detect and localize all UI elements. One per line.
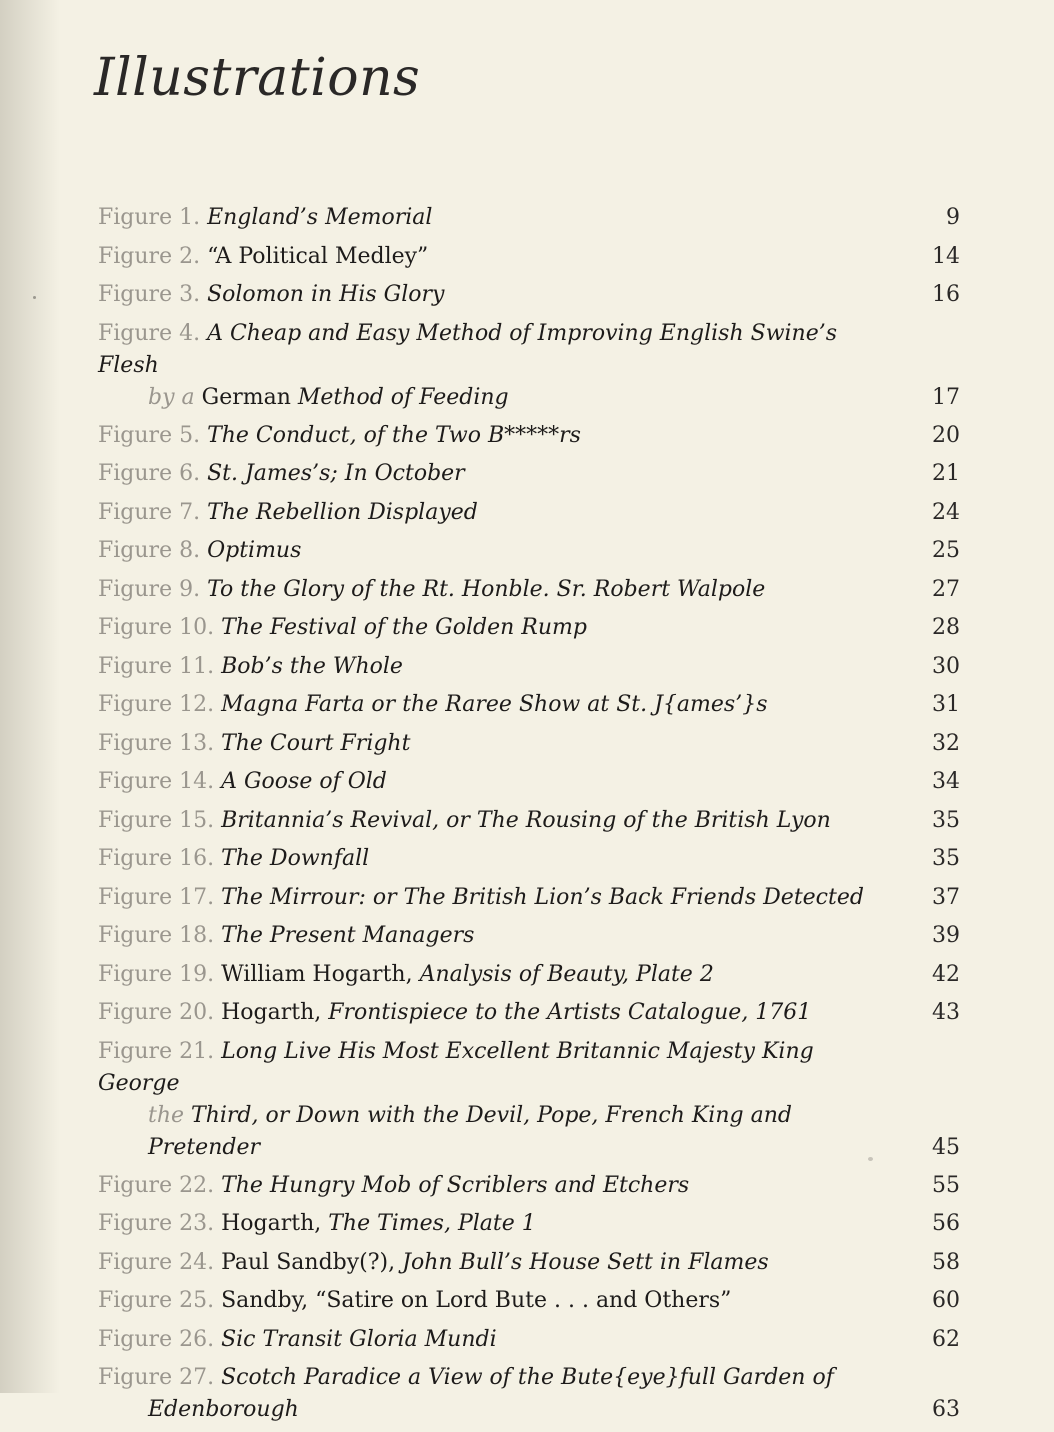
figure-entry-text [98,420,898,452]
figure-entry-text [98,241,898,273]
figure-entry-text [98,651,898,683]
figure-entry [98,805,960,837]
page-number: 25 [932,538,960,563]
figure-entry-text [98,997,898,1029]
page-number: 42 [932,961,960,987]
page-number: 9 [946,205,960,230]
page-number: 14 [932,243,960,269]
figure-entry-text [98,202,898,234]
figure-entry-text [98,843,898,875]
page-number: 35 [932,846,960,871]
page-number: 24 [932,499,960,525]
figure-label: Figure 25. [98,1288,215,1313]
figure-title: The Mirrour: or The British Lion’s Back Friends Detected [221,884,864,910]
figure-entry [98,1170,960,1202]
figure-label: Figure 21. [98,1038,215,1064]
figure-entry [98,843,960,875]
page-number: 63 [932,1397,960,1422]
figure-entry [98,689,960,721]
figure-label: Figure 14. [98,769,215,794]
figure-label: Figure 3. [98,282,201,307]
figure-title-continuation [98,1100,898,1164]
figure-entry-text [98,882,898,914]
figure-label: Figure 4. [98,320,201,346]
figure-credit: Paul Sandby(?), [221,1249,396,1275]
figure-entry [98,420,960,452]
figure-title: Optimus [207,538,302,563]
figure-entry-text [98,497,898,529]
figure-title: St. James’s; In October [207,461,465,486]
figure-entry [98,458,960,490]
figure-entry-text [98,535,898,567]
figure-label: Figure 19. [98,961,215,987]
page-number: 55 [932,1172,960,1198]
page-number: 56 [932,1211,960,1236]
page-number: 35 [932,807,960,833]
figure-entry-text [98,612,898,644]
figure-label: Figure 8. [98,538,201,563]
figure-entry [98,1247,960,1279]
figure-title: The Rebellion Displayed [207,499,478,525]
figure-entry-text [98,920,898,952]
page-number: 45 [932,1134,960,1160]
figure-title: Britannia’s Revival, or The Rousing of the British Lyon [221,807,831,833]
figure-entry-text [98,689,898,721]
figure-entry [98,766,960,798]
figure-entry-text [98,1208,898,1240]
page-number: 60 [932,1288,960,1313]
figure-list [98,202,960,1432]
figure-entry-text [98,458,898,490]
figure-title: The Conduct, of the Two B*****rs [207,422,581,448]
figure-label: Figure 9. [98,576,201,602]
figure-credit: Hogarth, [221,1211,322,1236]
figure-entry-text [98,1324,898,1356]
continuation-title: Third, or Down with the Devil, Pope, French King and Pretender [148,1102,792,1160]
figure-label: Figure 1. [98,205,201,230]
page-number: 16 [932,282,960,307]
page-number: 28 [932,615,960,640]
figure-label: Figure 12. [98,692,215,717]
figure-label: Figure 22. [98,1172,215,1198]
page-number: 20 [932,422,960,448]
figure-label: Figure 23. [98,1211,215,1236]
figure-title: The Downfall [221,846,370,871]
page-number: 17 [932,384,960,410]
figure-title: Long Live His Most Excellent Britannic Majesty King George [98,1038,814,1096]
figure-title: England’s Memorial [207,205,433,230]
page-number: 27 [932,576,960,602]
figure-entry-text [98,279,898,311]
figure-label: Figure 5. [98,422,201,448]
figure-label: Figure 16. [98,846,215,871]
paper-speck [868,1157,873,1161]
figure-entry [98,959,960,991]
figure-entry [98,574,960,606]
figure-label: Figure 26. [98,1326,215,1352]
figure-title: Solomon in His Glory [207,282,445,307]
figure-entry [98,1208,960,1240]
figure-title: Magna Farta or the Raree Show at St. J{ames’}s [221,692,768,717]
page-number: 58 [932,1249,960,1275]
page-binding-shadow [0,0,60,1393]
paper-speck [33,296,36,299]
continuation-title: Method of Feeding [297,384,509,410]
figure-entry [98,535,960,567]
page-number: 43 [932,1000,960,1025]
figure-entry [98,1036,960,1164]
figure-entry-text [98,805,898,837]
continuation-prefix: the [148,1102,185,1128]
figure-entry [98,318,960,414]
page-number: 39 [932,923,960,948]
figure-entry [98,728,960,760]
figure-credit: William Hogarth, [221,961,413,987]
figure-title: The Present Managers [221,923,475,948]
figure-entry-text [98,766,898,798]
figure-label: Figure 15. [98,807,215,833]
figure-label: Figure 18. [98,923,215,948]
figure-title: Bob’s the Whole [221,653,403,679]
figure-title: Frontispiece to the Artists Catalogue, 1761 [328,1000,812,1025]
figure-label: Figure 2. [98,243,201,269]
figure-entry [98,651,960,683]
page-number: 62 [932,1326,960,1352]
figure-title: The Hungry Mob of Scriblers and Etchers [221,1172,690,1198]
figure-credit: Hogarth, [221,1000,322,1025]
figure-label: Figure 11. [98,653,215,679]
figure-entry [98,920,960,952]
figure-title: Sic Transit Gloria Mundi [221,1326,497,1352]
continuation-prefix: by a [148,384,195,410]
figure-title: The Festival of the Golden Rump [221,615,587,640]
page-title: Illustrations [94,48,421,108]
figure-entry-text [98,728,898,760]
figure-title: A Goose of Old [221,769,387,794]
figure-credit: Sandby, “Satire on Lord Bute . . . and Others” [221,1288,732,1313]
page-number: 31 [932,692,960,717]
figure-entry-text [98,1285,898,1317]
figure-entry-text [98,959,898,991]
page-number: 37 [932,884,960,910]
figure-title: Scotch Paradice a View of the Bute{eye}full Garden of [221,1365,834,1390]
page-number: 34 [932,769,960,794]
page-number: 30 [932,653,960,679]
figure-entry [98,279,960,311]
figure-label: Figure 6. [98,461,201,486]
continuation-credit: German [201,384,291,410]
figure-title: John Bull’s House Sett in Flames [402,1249,769,1275]
figure-entry-text [98,1036,898,1164]
figure-entry-text [98,1362,898,1426]
figure-title-continuation [98,382,898,414]
figure-entry-text [98,318,898,414]
figure-title: A Cheap and Easy Method of Improving English Swine’s Flesh [98,320,838,378]
page-number: 21 [932,461,960,486]
figure-label: Figure 27. [98,1365,215,1390]
figure-label: Figure 7. [98,499,201,525]
figure-title: Analysis of Beauty, Plate 2 [419,961,714,987]
page-number: 32 [932,730,960,756]
figure-title: The Court Fright [221,730,411,756]
figure-entry [98,202,960,234]
figure-title: To the Glory of the Rt. Honble. Sr. Robert Walpole [207,576,766,602]
figure-entry [98,997,960,1029]
figure-credit: “A Political Medley” [207,243,429,269]
figure-entry [98,612,960,644]
figure-entry-text [98,574,898,606]
figure-entry-text [98,1247,898,1279]
figure-label: Figure 24. [98,1249,215,1275]
figure-entry [98,497,960,529]
figure-label: Figure 10. [98,615,215,640]
figure-label: Figure 20. [98,1000,215,1025]
figure-entry [98,1362,960,1426]
continuation-title: Edenborough [148,1397,299,1422]
figure-label: Figure 17. [98,884,215,910]
figure-title: The Times, Plate 1 [328,1211,536,1236]
figure-entry [98,882,960,914]
figure-entry-text [98,1170,898,1202]
figure-entry [98,1285,960,1317]
figure-entry [98,1324,960,1356]
figure-entry [98,241,960,273]
figure-title-continuation [98,1394,898,1426]
figure-label: Figure 13. [98,730,215,756]
